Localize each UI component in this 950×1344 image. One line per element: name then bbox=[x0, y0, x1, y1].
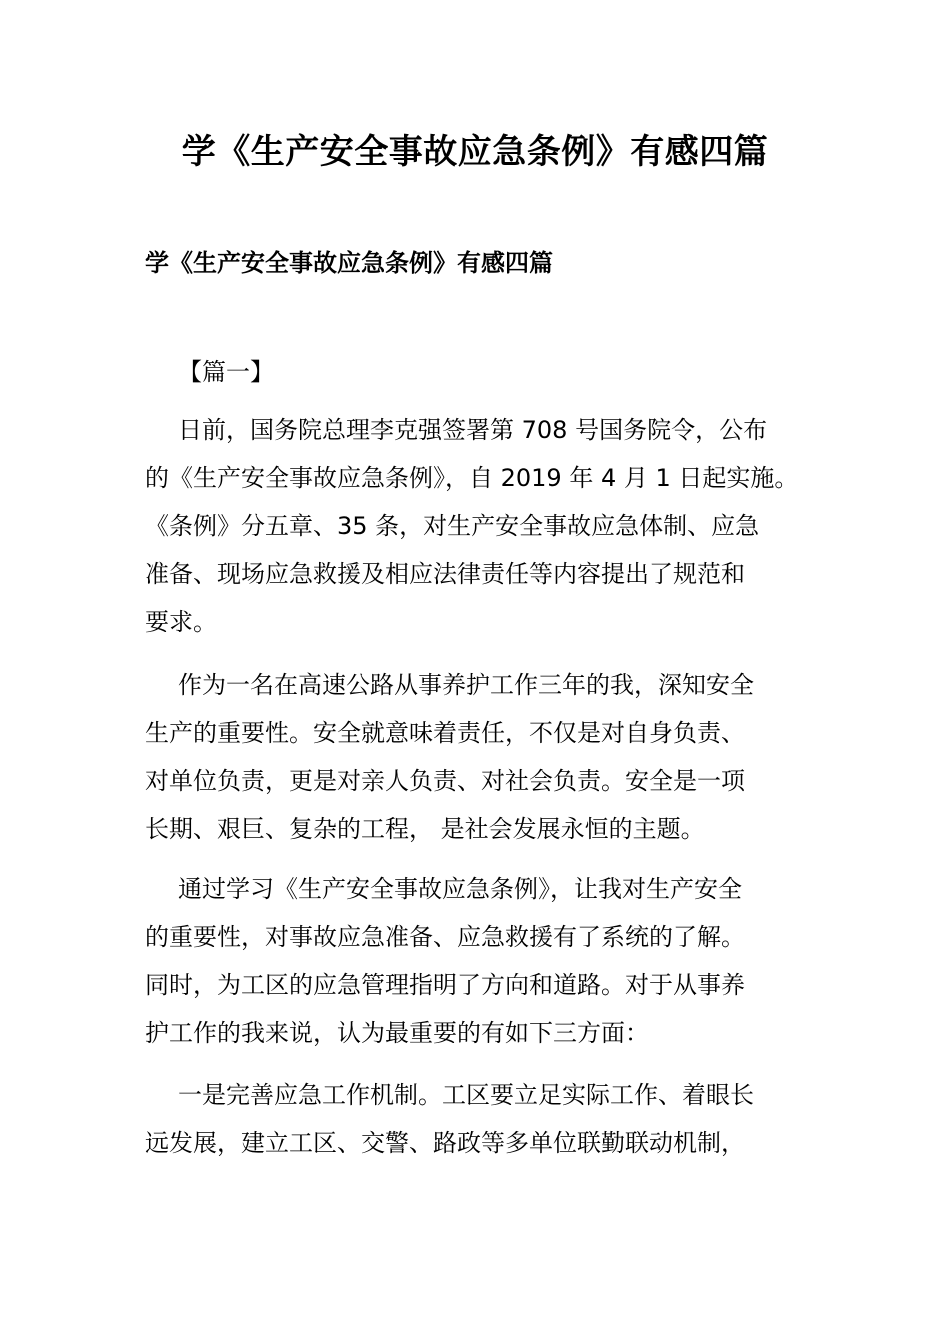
document-subtitle: 学《生产安全事故应急条例》有感四篇 bbox=[145, 249, 553, 277]
paragraph-line: 日前，国务院总理李克强签署第 708 号国务院令，公布 bbox=[178, 416, 768, 444]
paragraph bbox=[145, 1071, 754, 1167]
paragraph bbox=[145, 406, 798, 646]
paragraph-line: 通过学习《生产安全事故应急条例》，让我对生产安全 bbox=[178, 875, 742, 903]
section-label: 【篇一】 bbox=[178, 358, 274, 386]
document-title: 学《生产安全事故应急条例》有感四篇 bbox=[181, 132, 769, 172]
paragraph-line: 《条例》分五章、35 条，对生产安全事故应急体制、应急 bbox=[145, 512, 760, 540]
paragraph-line: 对单位负责，更是对亲人负责、对社会负责。安全是一项 bbox=[145, 767, 745, 795]
paragraph-line: 准备、现场应急救援及相应法律责任等内容提出了规范和 bbox=[145, 560, 745, 588]
paragraph-line: 护工作的我来说，认为最重要的有如下三方面： bbox=[145, 1019, 649, 1047]
paragraph-line: 生产的重要性。安全就意味着责任，不仅是对自身负责、 bbox=[145, 719, 745, 747]
paragraph bbox=[145, 661, 754, 853]
paragraph-line: 一是完善应急工作机制。工区要立足实际工作、着眼长 bbox=[178, 1081, 754, 1109]
paragraph-line: 同时，为工区的应急管理指明了方向和道路。对于从事养 bbox=[145, 971, 745, 999]
paragraph-line: 作为一名在高速公路从事养护工作三年的我，深知安全 bbox=[178, 671, 754, 699]
paragraph-line: 长期、艰巨、复杂的工程， 是社会发展永恒的主题。 bbox=[145, 815, 705, 843]
paragraph-line: 要求。 bbox=[145, 608, 217, 636]
paragraph-line: 的重要性，对事故应急准备、应急救援有了系统的了解。 bbox=[145, 923, 745, 951]
paragraph bbox=[145, 865, 745, 1057]
paragraph-line: 远发展，建立工区、交警、路政等多单位联勤联动机制， bbox=[145, 1129, 745, 1157]
paragraph-line: 的《生产安全事故应急条例》，自 2019 年 4 月 1 日起实施。 bbox=[145, 464, 799, 492]
